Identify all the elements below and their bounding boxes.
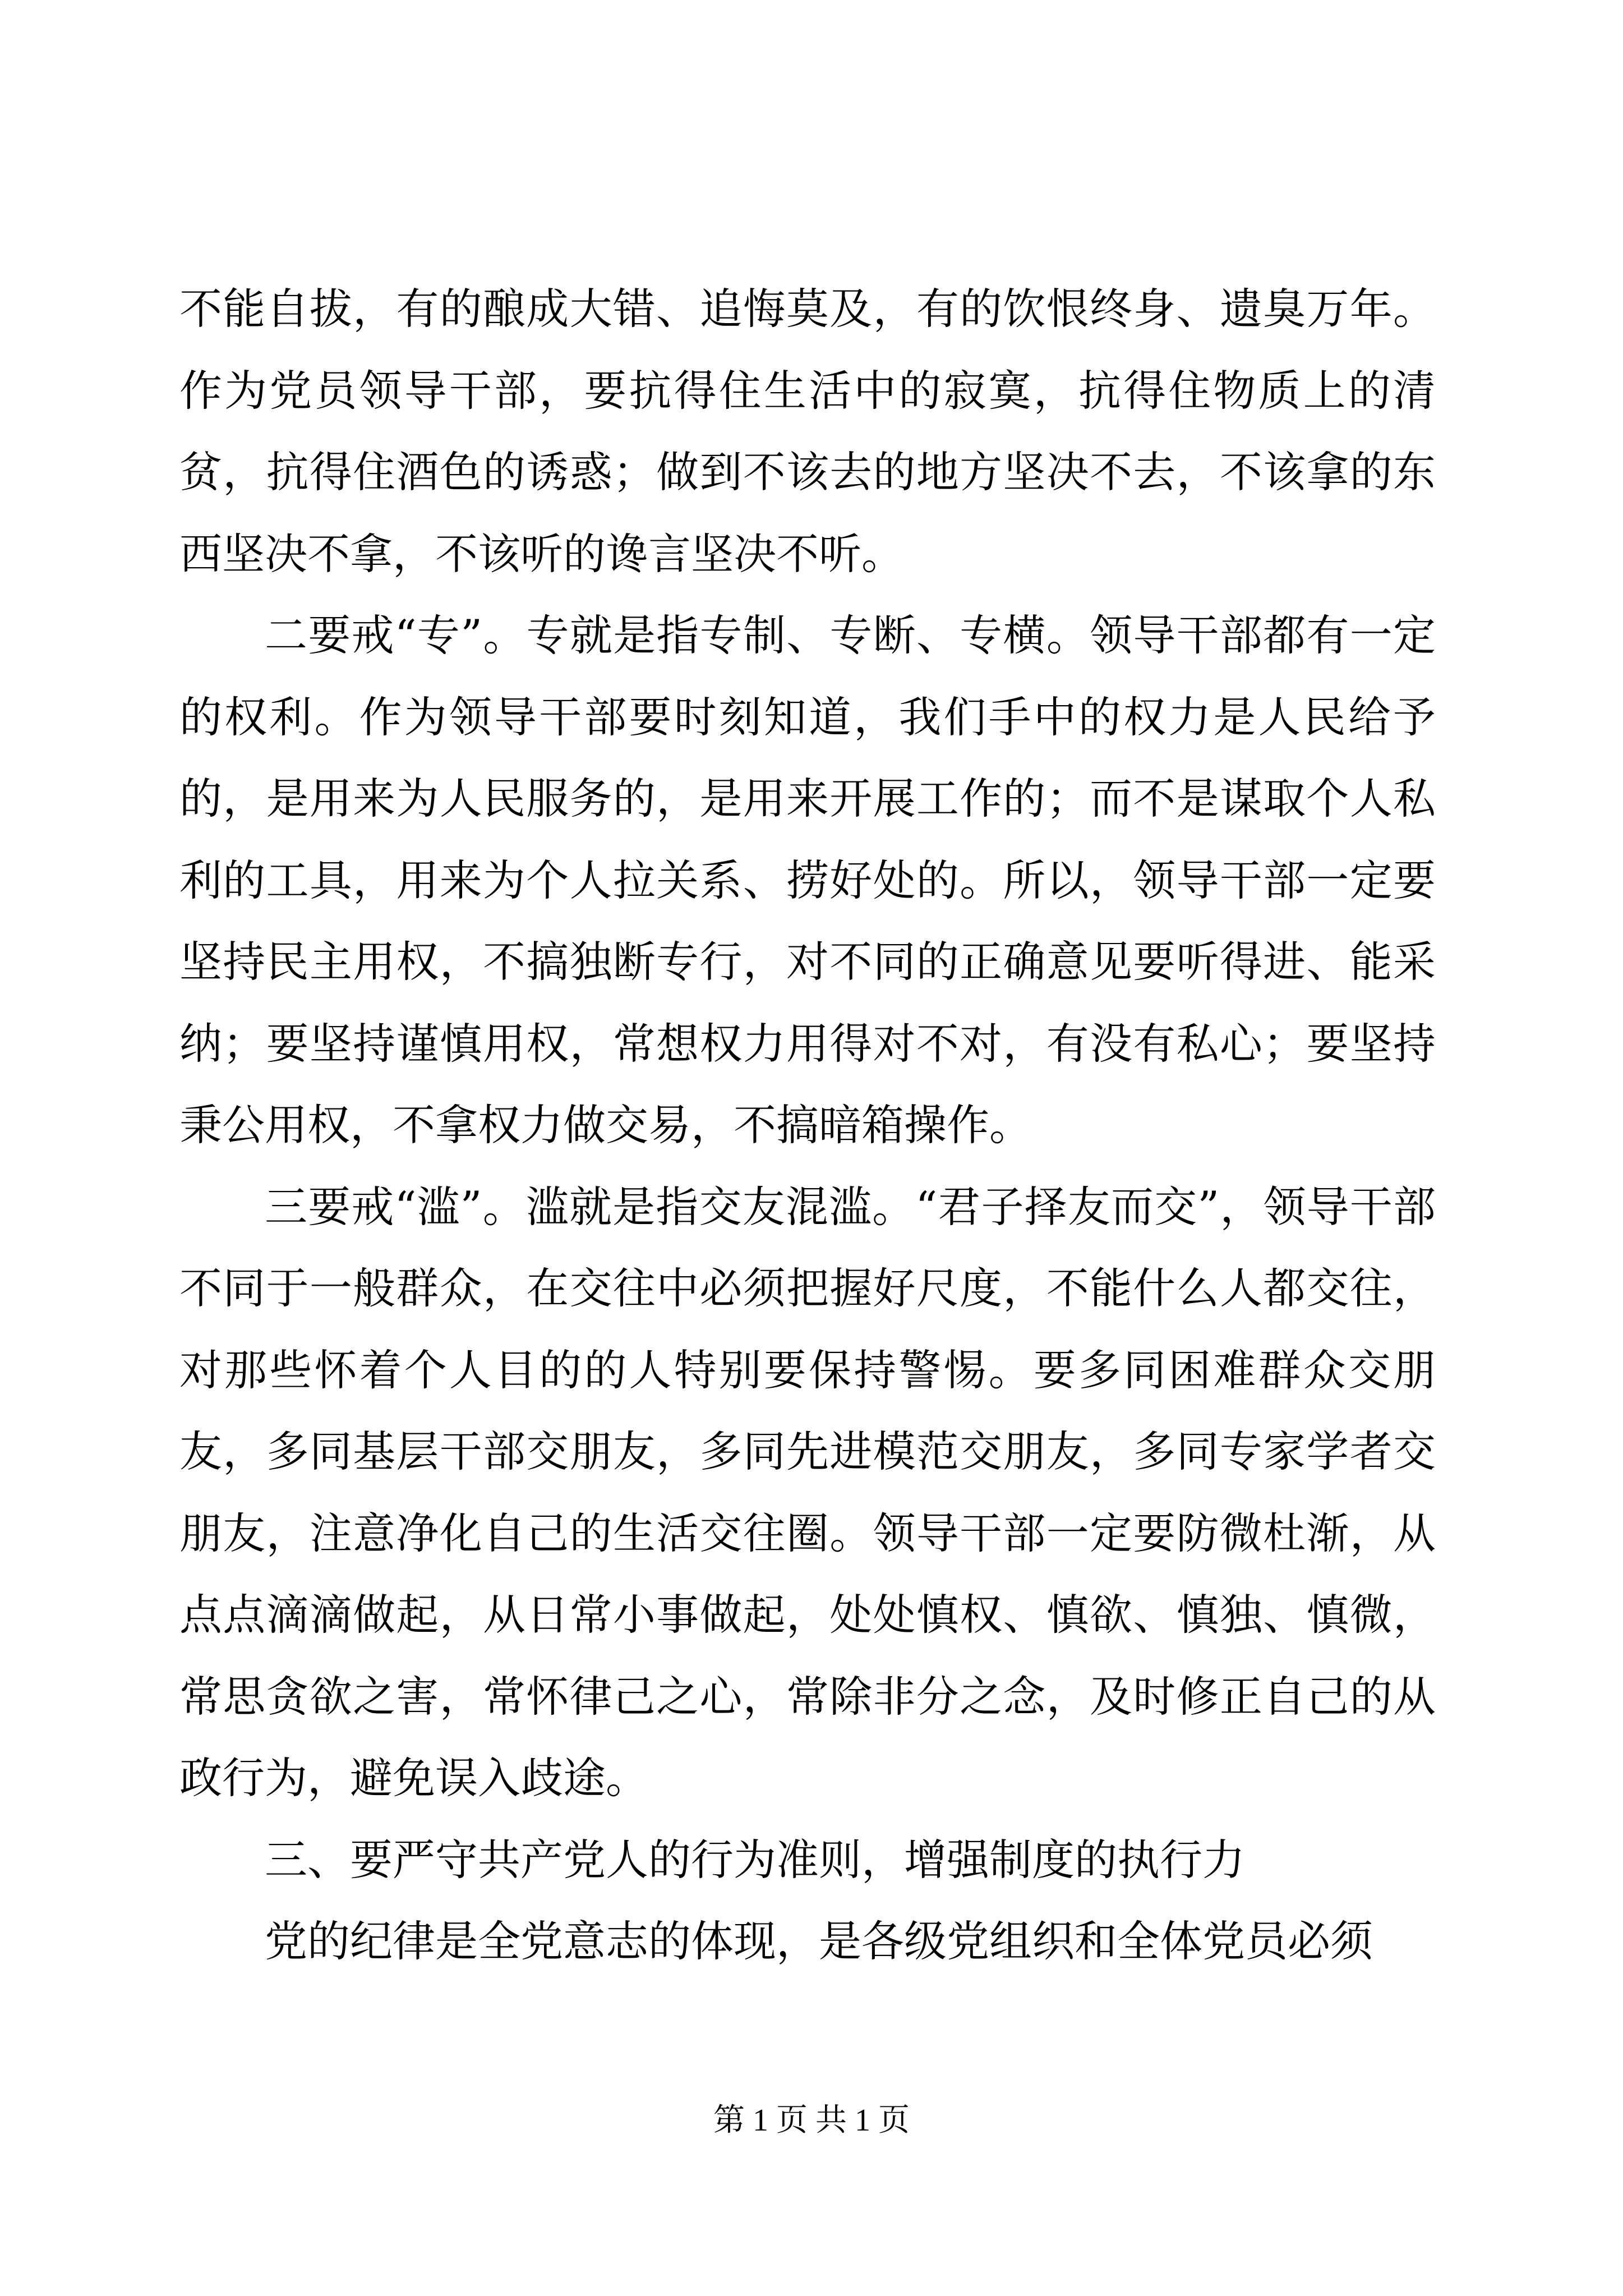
section-heading: 三、要严守共产党人的行为准则，增强制度的执行力 — [265, 1834, 1245, 1885]
paragraph-4: 党的纪律是全党意志的体现，是各级党组织和全体党员必须 — [265, 1916, 1373, 1966]
paragraph-1: 不能自拔，有的酿成大错、追悔莫及，有的饮恨终身、遗臭万年。作为党员领导干部，要抗得住生活中的寂寞，抗得住物质上的清贫，抗得住酒色的诱惑；做到不该去的地方坚决不去，不该拿的东西坚决不拿，不该听的谗言坚决不听。 — [179, 284, 1436, 579]
document-body — [179, 268, 1436, 1982]
paragraph-3: 三要戒“滥”。滥就是指交友混滥。“君子择友而交”，领导干部不同于一般群众，在交往中必须把握好尺度，不能什么人都交往，对那些怀着个人目的的人特别要保持警惕。要多同困难群众交朋友，多同基层干部交朋友，多同先进模范交朋友，多同专家学者交朋友，注意净化自己的生活交往圈。领导干部一定要防微杜渐，从点点滴滴做起，从日常小事做起，处处慎权、慎欲、慎独、慎微，常思贪欲之害，常怀律己之心，常除非分之念，及时修正自己的从政行为，避免误入歧途。 — [179, 1181, 1436, 1803]
page-footer: 第 1 页 共 1 页 — [713, 2103, 910, 2138]
paragraph-2: 二要戒“专”。专就是指专制、专断、专横。领导干部都有一定的权利。作为领导干部要时刻知道，我们手中的权力是人民给予的，是用来为人民服务的，是用来开展工作的；而不是谋取个人私利的工具，用来为个人拉关系、捞好处的。所以，领导干部一定要坚持民主用权，不搞独断专行，对不同的正确意见要听得进、能采纳；要坚持谨慎用权，常想权力用得对不对，有没有私心；要坚持秉公用权，不拿权力做交易，不搞暗箱操作。 — [179, 610, 1436, 1150]
